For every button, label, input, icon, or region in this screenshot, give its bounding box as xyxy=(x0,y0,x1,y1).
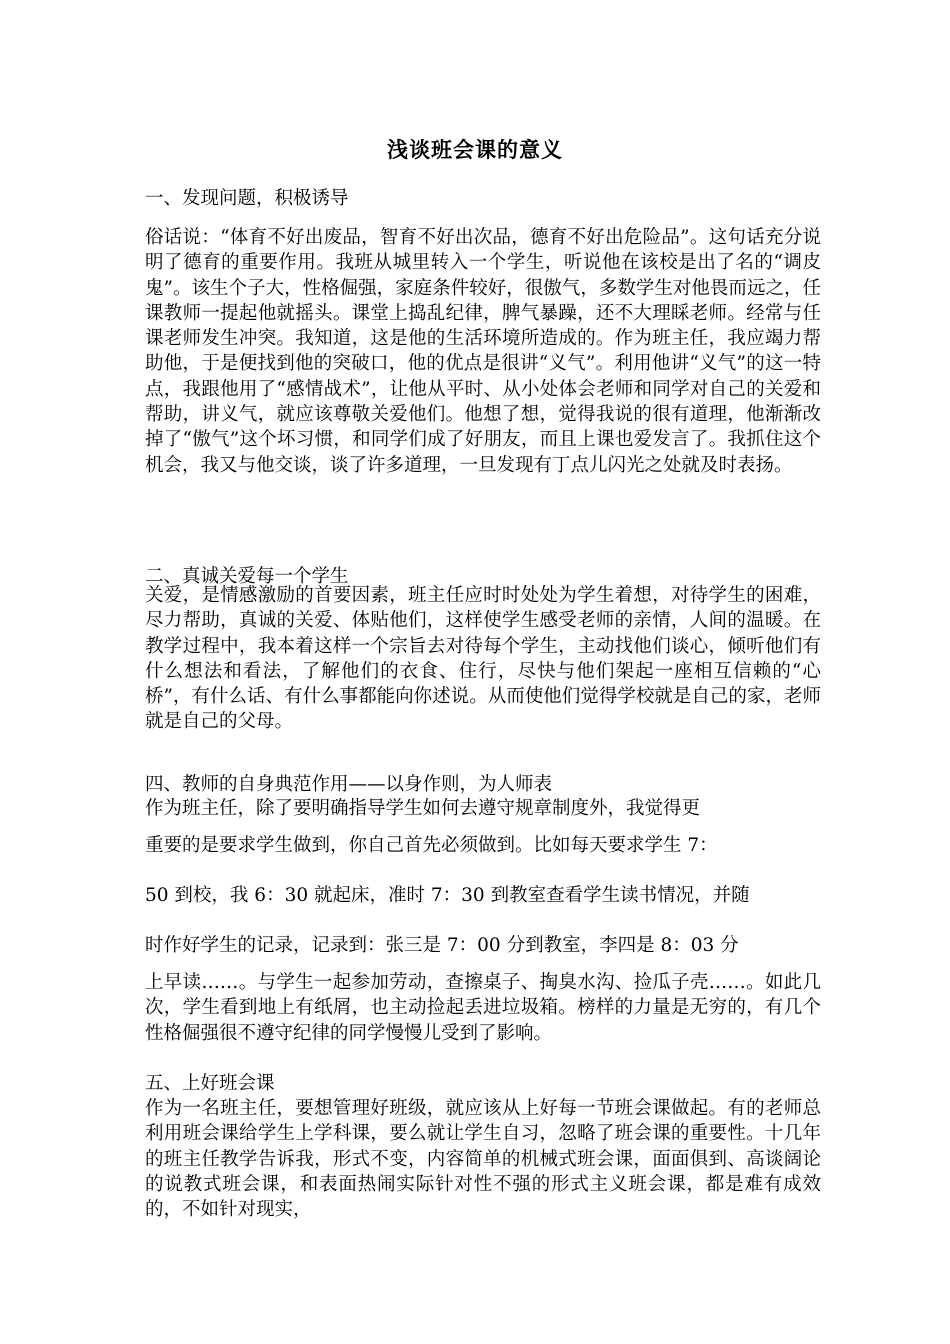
section2-paragraph: 关爱，是情感激励的首要因素，班主任应时时处处为学生着想，对待学生的困难，尽力帮助，真诚的关爱、体贴他们，这样使学生感受老师的亲情，人间的温暖。在教学过程中，我本着这样一个宗旨去对待每个学生，主动找他们谈心，倾听他们有什么想法和看法，了解他们的衣食、住行，尽快与他们架起一座相互信赖的“心桥”，有什么话、有什么事都能向你述说。从而使他们觉得学校就是自己的家，老师就是自己的父母。 xyxy=(145,585,821,733)
section4-line-3: 50 到校，我 6：30 就起床，准时 7：30 到教室查看学生读书情况，并随 xyxy=(145,885,750,906)
section1-heading: 一、发现问题，积极诱导 xyxy=(145,188,349,209)
section4-heading: 四、教师的自身典范作用——以身作则，为人师表 xyxy=(145,774,553,795)
section4-line-2: 重要的是要求学生做到，你自己首先必须做到。比如每天要求学生 7： xyxy=(145,835,718,856)
section1-paragraph: 俗话说：“体育不好出废品，智育不好出次品，德育不好出危险品”。这句话充分说明了德育的重要作用。我班从城里转入一个学生，听说他在该校是出了名的“调皮鬼”。该生个子大，性格倔强，家庭条件较好，很傲气，多数学生对他畏而远之，任课教师一提起他就摇头。课堂上捣乱纪律，脾气暴躁，还不大理睬老师。经常与任课老师发生冲突。我知道，这是他的生活环境所造成的。作为班主任，我应竭力帮助他，于是便找到他的突破口，他的优点是很讲“义气”。利用他讲“义气”的这一特点，我跟他用了“感情战术”，让他从平时、从小处体会老师和同学对自己的关爱和帮助，讲义气，就应该尊敬关爱他们。他想了想，觉得我说的很有道理，他渐渐改掉了“傲气”这个坏习惯，和同学们成了好朋友，而且上课也爱发言了。我抓住这个机会，我又与他交谈，谈了许多道理，一旦发现有丁点儿闪光之处就及时表扬。 xyxy=(145,227,821,476)
section5-heading: 五、上好班会课 xyxy=(145,1073,275,1094)
section5-paragraph: 作为一名班主任，要想管理好班级，就应该从上好每一节班会课做起。有的老师总利用班会课给学生上学科课，要么就让学生自习，忽略了班会课的重要性。十几年的班主任教学告诉我，形式不变，内容简单的机械式班会课，面面俱到、高谈阔论的说教式班会课，和表面热闹实际针对性不强的形式主义班会课，都是难有成效的，不如针对现实， xyxy=(145,1098,821,1221)
document-title: 浅谈班会课的意义 xyxy=(387,137,563,162)
section2-heading: 二、真诚关爱每一个学生 xyxy=(145,566,349,587)
section4-line-4: 时作好学生的记录，记录到：张三是 7：00 分到教室，李四是 8：03 分 xyxy=(145,935,739,956)
section4-line-1: 作为班主任，除了要明确指导学生如何去遵守规章制度外，我觉得更 xyxy=(145,798,701,819)
section4-paragraph: 上早读……。与学生一起参加劳动，查擦桌子、掏臭水沟、捡瓜子壳……。如此几次，学生看到地上有纸屑，也主动捡起丢进垃圾箱。榜样的力量是无穷的，有几个性格倔强很不遵守纪律的同学慢慢儿受到了影响。 xyxy=(145,972,821,1044)
